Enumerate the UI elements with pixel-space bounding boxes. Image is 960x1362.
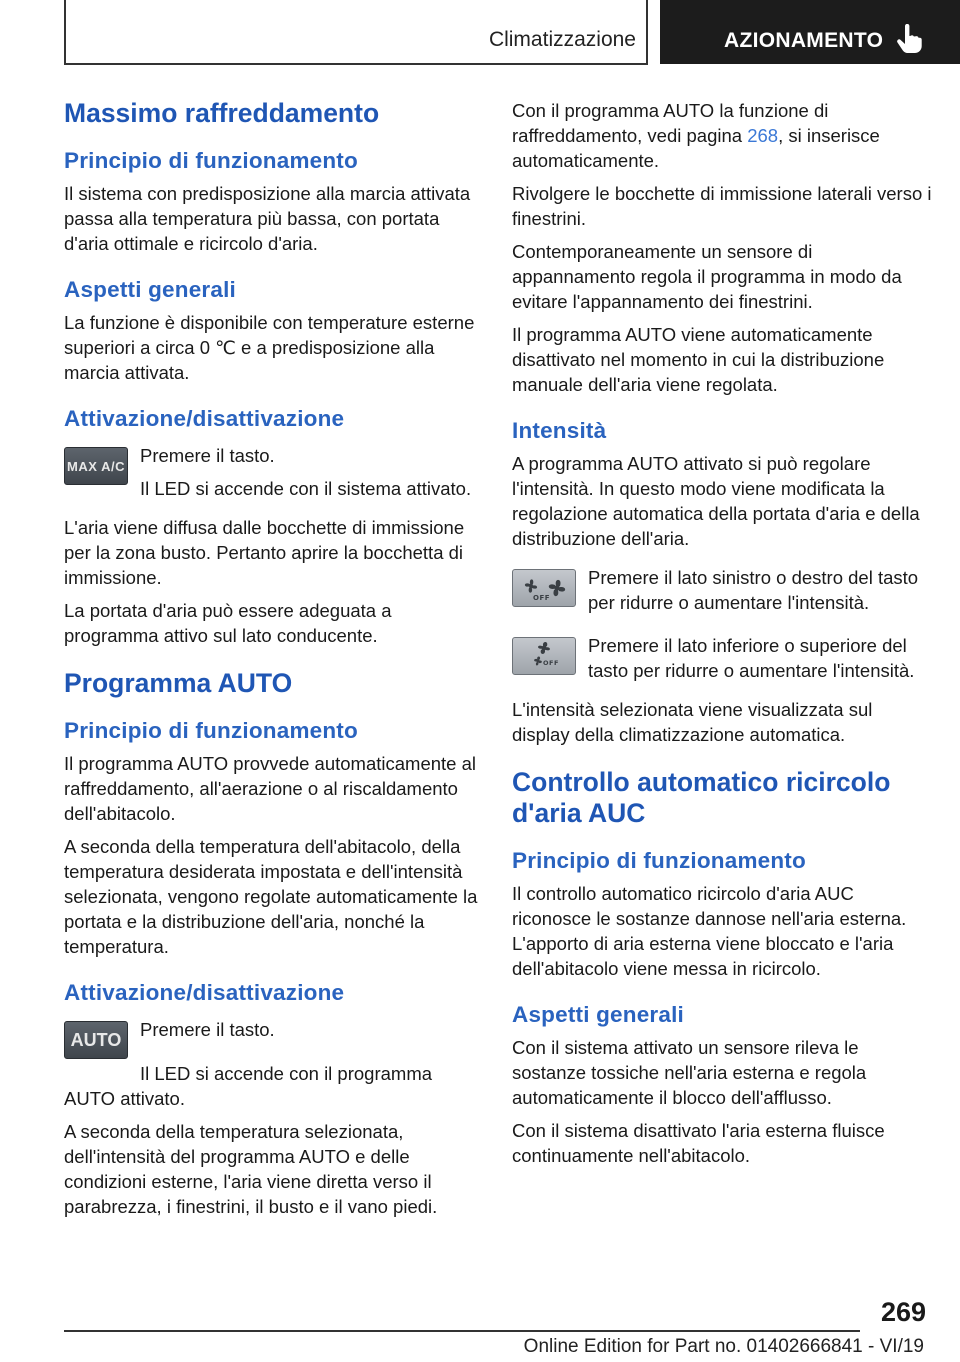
paragraph: Con il sistema disattivato l'aria esterna fluisce continuamente nell'abitacolo.	[512, 1120, 885, 1166]
header-chapter-tab	[660, 0, 960, 64]
paragraph: La portata d'aria può essere adeguata a programma attivo sul lato conducente.	[64, 600, 392, 646]
header-section-title: Climatizzazione	[488, 28, 636, 51]
page-reference-link[interactable]: 268	[747, 125, 779, 146]
right-column	[512, 98, 932, 1168]
paragraph: Premere il lato sinistro o destro del tasto per ridurre o aumentare l'intensità.	[588, 567, 919, 613]
paragraph: Il programma AUTO provvede automaticamente al raffreddamento, all'aerazione o al riscaldamento dell'abitacolo.	[64, 753, 476, 824]
fan-intensity-horizontal-icon	[512, 569, 576, 607]
heading-activation-2: Attivazione/disattivazione	[64, 980, 345, 1005]
paragraph: Rivolgere le bocchette di immissione laterali verso i finestrini.	[512, 183, 932, 229]
auto-button-icon: AUTO	[64, 1021, 128, 1059]
text: , si inserisce automaticamente.	[512, 125, 880, 171]
paragraph: Contemporaneamente un sensore di appannamento regola il programma in modo da evitare l'appannamento dei finestrini.	[512, 241, 902, 312]
left-column	[64, 98, 480, 1219]
paragraph: A programma AUTO attivato si può regolare l'intensità. In questo modo viene modificata la regolazione automatica della portata d'aria e della distribuzione dell'aria.	[512, 453, 920, 549]
auto-key-row	[64, 1017, 480, 1067]
paragraph: Premere il tasto.	[140, 1019, 275, 1040]
fan-off-label: OFF	[543, 659, 559, 667]
paragraph: Con il sistema attivato un sensore rileva le sostanze tossiche nell'aria esterna e regola automaticamente il blocco dell'afflusso.	[512, 1037, 867, 1108]
paragraph: La funzione è disponibile con temperature esterne superiori a circa 0 ℃ e a predisposizione alla marcia attivata.	[64, 312, 475, 383]
paragraph-auto-cooling	[512, 98, 932, 173]
paragraph: Il programma AUTO viene automaticamente disattivato nel momento in cui la distribuzione manuale dell'aria viene regolata.	[512, 324, 885, 395]
heading-activation-1: Attivazione/disattivazione	[64, 406, 345, 431]
paragraph: L'intensità selezionata viene visualizzata sul display della climatizzazione automatica.	[512, 699, 873, 745]
heading-general-1: Aspetti generali	[64, 277, 236, 302]
heading-max-cooling: Massimo raffreddamento	[64, 98, 380, 128]
paragraph: Premere il lato inferiore o superiore del tasto per ridurre o aumentare l'intensità.	[588, 635, 915, 681]
heading-principle-2: Principio di funzionamento	[64, 718, 358, 743]
max-ac-button-icon: MAX A/C	[64, 447, 128, 485]
text: Con il programma AUTO la funzione di raffreddamento, vedi pagina	[512, 100, 829, 146]
heading-principle-1: Principio di funzionamento	[64, 148, 358, 173]
header-rule-bottom	[64, 63, 648, 65]
paragraph: Il sistema con predisposizione alla marcia attivata passa alla temperatura più bassa, con portata d'aria ottimale e ricircolo d'aria.	[64, 183, 471, 254]
heading-principle-3: Principio di funzionamento	[512, 848, 806, 873]
hand-pointer-icon	[896, 24, 922, 54]
paragraph: L'aria viene diffusa dalle bocchette di immissione per la zona busto. Pertanto aprire la bocchetta di immissione.	[64, 517, 465, 588]
footer-rule	[64, 1330, 860, 1332]
header-chapter-label: AZIONAMENTO	[724, 29, 884, 52]
paragraph: Il LED si accende con il sistema attivato.	[140, 478, 472, 499]
header-rule-left	[64, 0, 66, 64]
fan-horizontal-key-row	[512, 565, 932, 615]
heading-auc: Controllo automatico ricircolo d'aria AUC	[512, 767, 891, 828]
heading-intensity: Intensità	[512, 418, 607, 443]
paragraph: A seconda della temperatura selezionata, dell'intensità del programma AUTO e delle condizioni esterne, l'aria viene diretta verso il parabrezza, i finestrini, il busto e il vano piedi.	[64, 1121, 438, 1217]
paragraph: Il LED si accende con il programma AUTO attivato.	[64, 1063, 433, 1109]
paragraph: Il controllo automatico ricircolo d'aria AUC riconosce le sostanze dannose nell'aria esterna. L'apporto di aria esterna viene bloccato e l'aria dell'abitacolo viene messa in ricircolo.	[512, 883, 907, 979]
fan-off-label: OFF	[533, 594, 551, 602]
heading-auto-program: Programma AUTO	[64, 668, 293, 698]
paragraph: A seconda della temperatura dell'abitacolo, della temperatura desiderata impostata e dell'intensità selezionata, vengono regolate automaticamente la portata e la distribuzione dell'aria, nonché la temperatura.	[64, 836, 478, 957]
page-number: 269	[880, 1297, 926, 1327]
max-ac-key-row	[64, 443, 480, 501]
heading-general-2: Aspetti generali	[512, 1002, 684, 1027]
fan-vertical-key-row	[512, 633, 932, 683]
footer-edition: Online Edition for Part no. 01402666841 - VI/19	[523, 1336, 924, 1357]
fan-intensity-vertical-icon	[512, 637, 576, 675]
header-rule-divider	[646, 0, 648, 64]
paragraph: Premere il tasto.	[140, 445, 275, 466]
